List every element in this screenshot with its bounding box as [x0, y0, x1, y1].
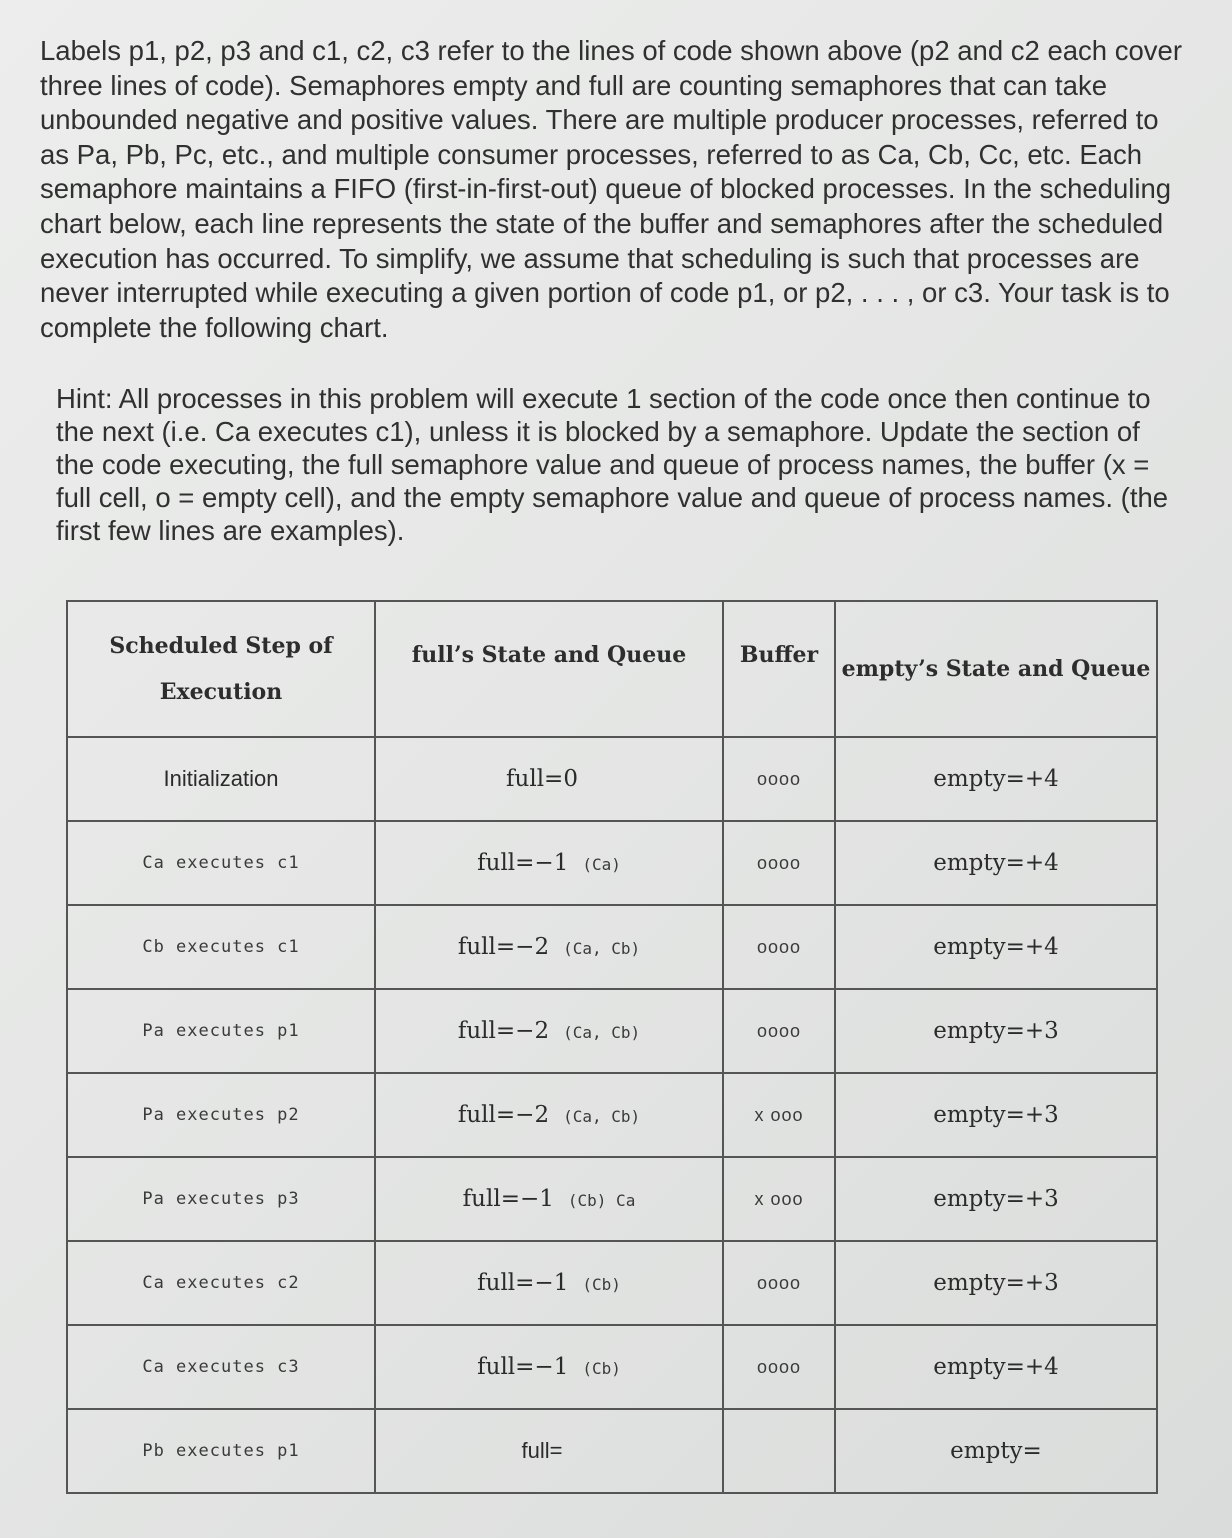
full-value: full=−1 [477, 850, 569, 876]
buffer-value: oooo [756, 1272, 802, 1293]
table-row [67, 737, 1157, 821]
table-row [67, 1325, 1157, 1409]
step-cell: Ca executes c1 [67, 821, 375, 905]
full-cell [375, 737, 723, 821]
full-value: full=0 [506, 766, 578, 792]
empty-cell [835, 1073, 1157, 1157]
table-row [67, 1157, 1157, 1241]
step-cell: Pa executes p3 [67, 1157, 375, 1241]
table-row [67, 1409, 1157, 1493]
buffer-cell [723, 989, 835, 1073]
buffer-cell [723, 1073, 835, 1157]
hint-paragraph [56, 382, 1176, 547]
full-queue: (Cb) [582, 1359, 621, 1378]
intro-text: Labels p1, p2, p3 and c1, c2, c3 refer to the lines of code shown above (p2 and c2 each cover three lines of code). Semaphores empty and full are counting semaphores that can take unbounded negative and positive values. There are multiple producer processes, referred to as Pa, Pb, Pc, etc., and multiple consumer processes, referred to as Ca, Cb, Cc, etc. Each semaphore maintains a FIFO (first-in-first-out) queue of blocked processes. In the scheduling chart below, each line represents the state of the buffer and semaphores after the scheduled execution has occurred. To simplify, we assume that scheduling is such that processes are never interrupted while executing a given portion of code p1, or p2, . . . , or c3. Your task is to complete the following chart. [40, 35, 1182, 343]
step-cell: Ca executes c2 [67, 1241, 375, 1325]
full-queue: (Cb) [582, 1275, 621, 1294]
step-cell: Cb executes c1 [67, 905, 375, 989]
full-cell [375, 1325, 723, 1409]
full-queue: (Ca, Cb) [563, 1107, 641, 1126]
header-buffer: Buffer [723, 601, 835, 737]
empty-value: empty=+3 [933, 1018, 1059, 1044]
buffer-value: x ooo [754, 1188, 804, 1209]
full-value: full=−2 [457, 1018, 550, 1044]
empty-cell [835, 989, 1157, 1073]
buffer-value: oooo [756, 1356, 802, 1377]
header-full: full’s State and Queue [375, 601, 723, 737]
full-value: full=−2 [457, 934, 550, 960]
full-queue: (Cb) Ca [567, 1191, 636, 1210]
empty-value: empty=+4 [933, 934, 1059, 960]
buffer-value: oooo [756, 1020, 802, 1041]
full-value: full=−1 [477, 1270, 569, 1296]
full-queue: (Ca) [582, 855, 621, 874]
step-cell: Ca executes c3 [67, 1325, 375, 1409]
header-row [67, 601, 1157, 737]
empty-value: empty= [950, 1438, 1042, 1464]
empty-value: empty=+3 [933, 1102, 1059, 1128]
table-row [67, 1241, 1157, 1325]
full-value: full=−1 [477, 1354, 569, 1380]
scheduling-chart [66, 600, 1158, 1494]
buffer-cell [723, 1325, 835, 1409]
empty-cell [835, 737, 1157, 821]
full-value: full=−2 [457, 1102, 550, 1128]
full-queue: (Ca, Cb) [563, 1023, 641, 1042]
full-cell [375, 1241, 723, 1325]
buffer-value: x ooo [754, 1104, 804, 1125]
empty-value: empty=+4 [933, 766, 1059, 792]
buffer-value: oooo [756, 768, 802, 789]
step-cell: Pa executes p1 [67, 989, 375, 1073]
buffer-cell [723, 905, 835, 989]
table-row [67, 989, 1157, 1073]
full-value: full=−1 [462, 1186, 554, 1212]
table-row [67, 905, 1157, 989]
full-cell[interactable] [375, 1409, 723, 1493]
table-row [67, 1073, 1157, 1157]
empty-cell[interactable] [835, 1409, 1157, 1493]
full-cell [375, 905, 723, 989]
buffer-cell [723, 1157, 835, 1241]
empty-cell [835, 1157, 1157, 1241]
table-row [67, 821, 1157, 905]
empty-value: empty=+4 [933, 1354, 1059, 1380]
full-value: full= [521, 1438, 563, 1463]
empty-cell [835, 1241, 1157, 1325]
buffer-value: oooo [756, 852, 802, 873]
full-cell [375, 1073, 723, 1157]
empty-value: empty=+3 [933, 1186, 1059, 1212]
empty-cell [835, 821, 1157, 905]
intro-paragraph [40, 34, 1190, 345]
empty-cell [835, 1325, 1157, 1409]
empty-value: empty=+4 [933, 850, 1059, 876]
empty-cell [835, 905, 1157, 989]
buffer-cell[interactable] [723, 1409, 835, 1493]
header-step: Scheduled Step of Execution [67, 601, 375, 737]
buffer-cell [723, 821, 835, 905]
buffer-value: oooo [756, 936, 802, 957]
buffer-cell [723, 737, 835, 821]
step-cell: Initialization [67, 737, 375, 821]
step-cell: Pb executes p1 [67, 1409, 375, 1493]
full-cell [375, 989, 723, 1073]
header-empty: empty’s State and Queue [835, 601, 1157, 737]
full-queue: (Ca, Cb) [563, 939, 641, 958]
empty-value: empty=+3 [933, 1270, 1059, 1296]
full-cell [375, 1157, 723, 1241]
buffer-cell [723, 1241, 835, 1325]
full-cell [375, 821, 723, 905]
hint-text: Hint: All processes in this problem will execute 1 section of the code once then continue to the next (i.e. Ca executes c1), unless it is blocked by a semaphore. Update the section of the code executing, the full semaphore value and queue of process names, the buffer (x = full cell, o = empty cell), and the empty semaphore value and queue of process names. (the first few lines are examples). [56, 383, 1169, 546]
step-cell: Pa executes p2 [67, 1073, 375, 1157]
